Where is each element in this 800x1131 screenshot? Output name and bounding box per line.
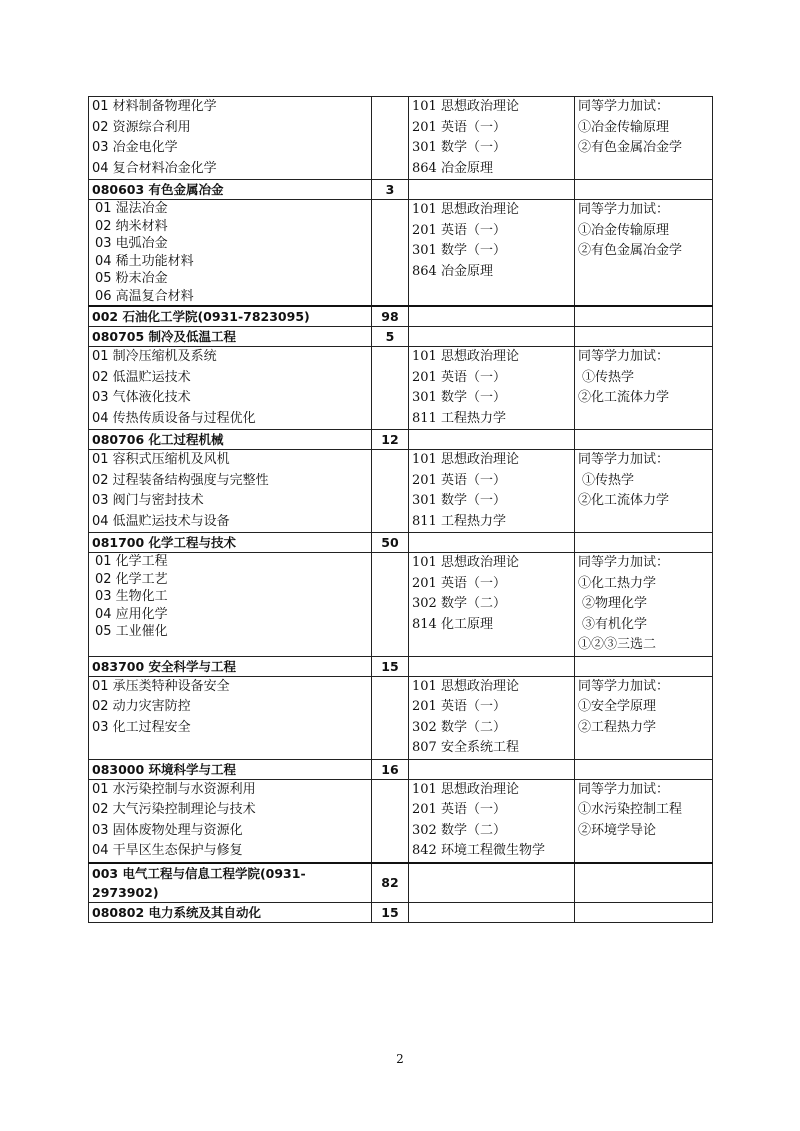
- research-direction: 02 过程装备结构强度与完整性: [92, 472, 269, 488]
- empty-count-cell: [372, 676, 409, 759]
- extra-exam: ①传热学: [582, 472, 635, 488]
- program-detail-row: [89, 779, 713, 863]
- enrollment-count: 12: [372, 430, 409, 450]
- major-name: 080603 有色金属冶金: [89, 180, 372, 200]
- empty-cell: [409, 656, 575, 676]
- extra-exam-cell: [575, 97, 713, 180]
- research-direction: 01 容积式压缩机及风机: [92, 452, 230, 467]
- exam-subject: 201 英语（一）: [412, 369, 506, 385]
- exam-subject: 842 环境工程微生物学: [412, 843, 545, 858]
- empty-cell: [575, 327, 713, 347]
- empty-cell: [575, 759, 713, 779]
- research-direction: 02 纳米材料: [95, 218, 168, 234]
- empty-count-cell: [372, 450, 409, 533]
- enrollment-count: 16: [372, 759, 409, 779]
- empty-cell: [575, 180, 713, 200]
- research-direction: 03 生物化工: [95, 589, 168, 604]
- major-row: [89, 656, 713, 676]
- research-direction: 06 高温复合材料: [95, 288, 194, 304]
- exam-subject: 101 思想政治理论: [412, 452, 519, 467]
- exam-subject: 101 思想政治理论: [412, 202, 519, 217]
- enrollment-count: 82: [372, 863, 409, 903]
- research-direction: 05 工业催化: [95, 624, 168, 639]
- enrollment-count: 15: [372, 656, 409, 676]
- enrollment-table: [88, 96, 713, 923]
- research-direction: 04 低温贮运技术与设备: [92, 513, 230, 529]
- department-row: [89, 863, 713, 903]
- empty-cell: [575, 533, 713, 553]
- exam-subject-cell: [409, 779, 575, 863]
- extra-exam: ②化工流体力学: [578, 390, 670, 405]
- extra-exam: ①化工热力学: [578, 575, 657, 591]
- extra-exam: ②有色金属冶金学: [578, 243, 683, 258]
- research-direction-cell: [89, 97, 372, 180]
- research-direction-cell: [89, 676, 372, 759]
- research-direction: 01 制冷压缩机及系统: [92, 349, 217, 364]
- department-row: [89, 306, 713, 327]
- exam-subject: 201 英语（一）: [412, 119, 506, 135]
- research-direction: 03 化工过程安全: [92, 719, 191, 735]
- enrollment-count: 15: [372, 902, 409, 922]
- major-name: 080706 化工过程机械: [89, 430, 372, 450]
- exam-subject: 201 英语（一）: [412, 802, 506, 817]
- research-direction: 04 稀土功能材料: [95, 253, 194, 269]
- research-direction: 05 粉末冶金: [95, 271, 168, 286]
- empty-cell: [409, 180, 575, 200]
- extra-exam: 同等学力加试：: [578, 202, 670, 217]
- department-name: 003 电气工程与信息工程学院(0931-2973902): [89, 863, 372, 903]
- empty-cell: [409, 863, 575, 903]
- empty-count-cell: [372, 97, 409, 180]
- major-name: 083700 安全科学与工程: [89, 656, 372, 676]
- extra-exam: ②有色金属冶金学: [578, 140, 683, 155]
- major-name: 080705 制冷及低温工程: [89, 327, 372, 347]
- enrollment-count: 50: [372, 533, 409, 553]
- research-direction: 01 水污染控制与水资源利用: [92, 781, 256, 797]
- empty-cell: [409, 306, 575, 327]
- major-row: [89, 759, 713, 779]
- research-direction: 04 传热传质设备与过程优化: [92, 410, 256, 426]
- empty-count-cell: [372, 200, 409, 307]
- extra-exam: ①水污染控制工程: [578, 802, 683, 817]
- major-row: [89, 533, 713, 553]
- enrollment-count: 5: [372, 327, 409, 347]
- extra-exam: ①②③三选二: [578, 637, 657, 652]
- exam-subject: 864 冶金原理: [412, 160, 493, 176]
- empty-cell: [409, 902, 575, 922]
- major-name: 081700 化学工程与技术: [89, 533, 372, 553]
- extra-exam: ③有机化学: [582, 616, 648, 632]
- extra-exam: 同等学力加试：: [578, 678, 670, 694]
- exam-subject-cell: [409, 676, 575, 759]
- extra-exam: 同等学力加试：: [578, 555, 670, 570]
- major-name: 080802 电力系统及其自动化: [89, 902, 372, 922]
- exam-subject: 201 英语（一）: [412, 222, 506, 238]
- extra-exam-cell: [575, 779, 713, 863]
- research-direction-cell: [89, 553, 372, 657]
- major-row: [89, 430, 713, 450]
- research-direction: 01 承压类特种设备安全: [92, 678, 230, 694]
- empty-cell: [575, 902, 713, 922]
- enrollment-count: 3: [372, 180, 409, 200]
- research-direction: 03 气体液化技术: [92, 390, 191, 405]
- program-detail-row: [89, 450, 713, 533]
- exam-subject: 101 思想政治理论: [412, 781, 519, 797]
- enrollment-count: 98: [372, 306, 409, 327]
- empty-cell: [575, 430, 713, 450]
- exam-subject-cell: [409, 97, 575, 180]
- program-detail-row: [89, 676, 713, 759]
- extra-exam: ①冶金传输原理: [578, 119, 670, 135]
- extra-exam: 同等学力加试：: [578, 349, 670, 364]
- research-direction: 02 低温贮运技术: [92, 369, 191, 385]
- research-direction: 03 冶金电化学: [92, 140, 178, 155]
- empty-count-cell: [372, 553, 409, 657]
- exam-subject: 864 冶金原理: [412, 263, 493, 279]
- program-detail-row: [89, 97, 713, 180]
- major-row: [89, 902, 713, 922]
- program-detail-row: [89, 347, 713, 430]
- extra-exam: ②物理化学: [582, 596, 648, 611]
- exam-subject: 302 数学（二）: [412, 822, 506, 838]
- research-direction: 04 干旱区生态保护与修复: [92, 843, 243, 858]
- major-row: [89, 180, 713, 200]
- research-direction: 03 电弧冶金: [95, 236, 168, 251]
- exam-subject-cell: [409, 347, 575, 430]
- exam-subject: 814 化工原理: [412, 616, 493, 632]
- research-direction: 01 材料制备物理化学: [92, 99, 217, 114]
- exam-subject-cell: [409, 200, 575, 307]
- extra-exam-cell: [575, 450, 713, 533]
- empty-count-cell: [372, 347, 409, 430]
- research-direction: 02 大气污染控制理论与技术: [92, 802, 256, 817]
- empty-cell: [409, 759, 575, 779]
- extra-exam-cell: [575, 553, 713, 657]
- research-direction: 02 动力灾害防控: [92, 699, 191, 714]
- empty-cell: [575, 863, 713, 903]
- page-number: 2: [396, 1052, 404, 1066]
- research-direction: 02 化学工艺: [95, 571, 168, 587]
- exam-subject: 101 思想政治理论: [412, 99, 519, 114]
- exam-subject: 302 数学（二）: [412, 719, 506, 735]
- research-direction: 04 复合材料冶金化学: [92, 160, 217, 176]
- exam-subject: 301 数学（一）: [412, 390, 506, 405]
- exam-subject-cell: [409, 553, 575, 657]
- research-direction-cell: [89, 347, 372, 430]
- empty-cell: [575, 656, 713, 676]
- exam-subject: 201 英语（一）: [412, 472, 506, 488]
- exam-subject: 811 工程热力学: [412, 513, 506, 529]
- research-direction: 01 化学工程: [95, 554, 168, 569]
- extra-exam: 同等学力加试：: [578, 99, 670, 114]
- research-direction: 03 固体废物处理与资源化: [92, 822, 243, 838]
- exam-subject: 101 思想政治理论: [412, 555, 519, 570]
- research-direction: 02 资源综合利用: [92, 119, 191, 135]
- extra-exam-cell: [575, 676, 713, 759]
- exam-subject-cell: [409, 450, 575, 533]
- research-direction: 01 湿法冶金: [95, 201, 168, 216]
- exam-subject: 301 数学（一）: [412, 243, 506, 258]
- exam-subject: 101 思想政治理论: [412, 678, 519, 694]
- research-direction-cell: [89, 200, 372, 307]
- extra-exam-cell: [575, 347, 713, 430]
- extra-exam-cell: [575, 200, 713, 307]
- department-name: 002 石油化工学院(0931-7823095): [89, 306, 372, 327]
- program-detail-row: [89, 553, 713, 657]
- research-direction: 03 阀门与密封技术: [92, 493, 204, 508]
- exam-subject: 301 数学（一）: [412, 493, 506, 508]
- extra-exam: 同等学力加试：: [578, 781, 670, 797]
- exam-subject: 811 工程热力学: [412, 410, 506, 426]
- empty-cell: [409, 327, 575, 347]
- exam-subject: 807 安全系统工程: [412, 740, 519, 755]
- extra-exam: ②工程热力学: [578, 719, 657, 735]
- research-direction-cell: [89, 450, 372, 533]
- major-row: [89, 327, 713, 347]
- exam-subject: 302 数学（二）: [412, 596, 506, 611]
- exam-subject: 301 数学（一）: [412, 140, 506, 155]
- extra-exam: 同等学力加试：: [578, 452, 670, 467]
- enrollment-table-body: [89, 97, 713, 923]
- empty-cell: [575, 306, 713, 327]
- extra-exam: ①安全学原理: [578, 699, 657, 714]
- exam-subject: 101 思想政治理论: [412, 349, 519, 364]
- program-detail-row: [89, 200, 713, 307]
- empty-cell: [409, 430, 575, 450]
- extra-exam: ①传热学: [582, 369, 635, 385]
- empty-cell: [409, 533, 575, 553]
- research-direction: 04 应用化学: [95, 606, 168, 622]
- major-name: 083000 环境科学与工程: [89, 759, 372, 779]
- exam-subject: 201 英语（一）: [412, 575, 506, 591]
- extra-exam: ②环境学导论: [578, 822, 657, 838]
- research-direction-cell: [89, 779, 372, 863]
- empty-count-cell: [372, 779, 409, 863]
- exam-subject: 201 英语（一）: [412, 699, 506, 714]
- extra-exam: ②化工流体力学: [578, 493, 670, 508]
- extra-exam: ①冶金传输原理: [578, 222, 670, 238]
